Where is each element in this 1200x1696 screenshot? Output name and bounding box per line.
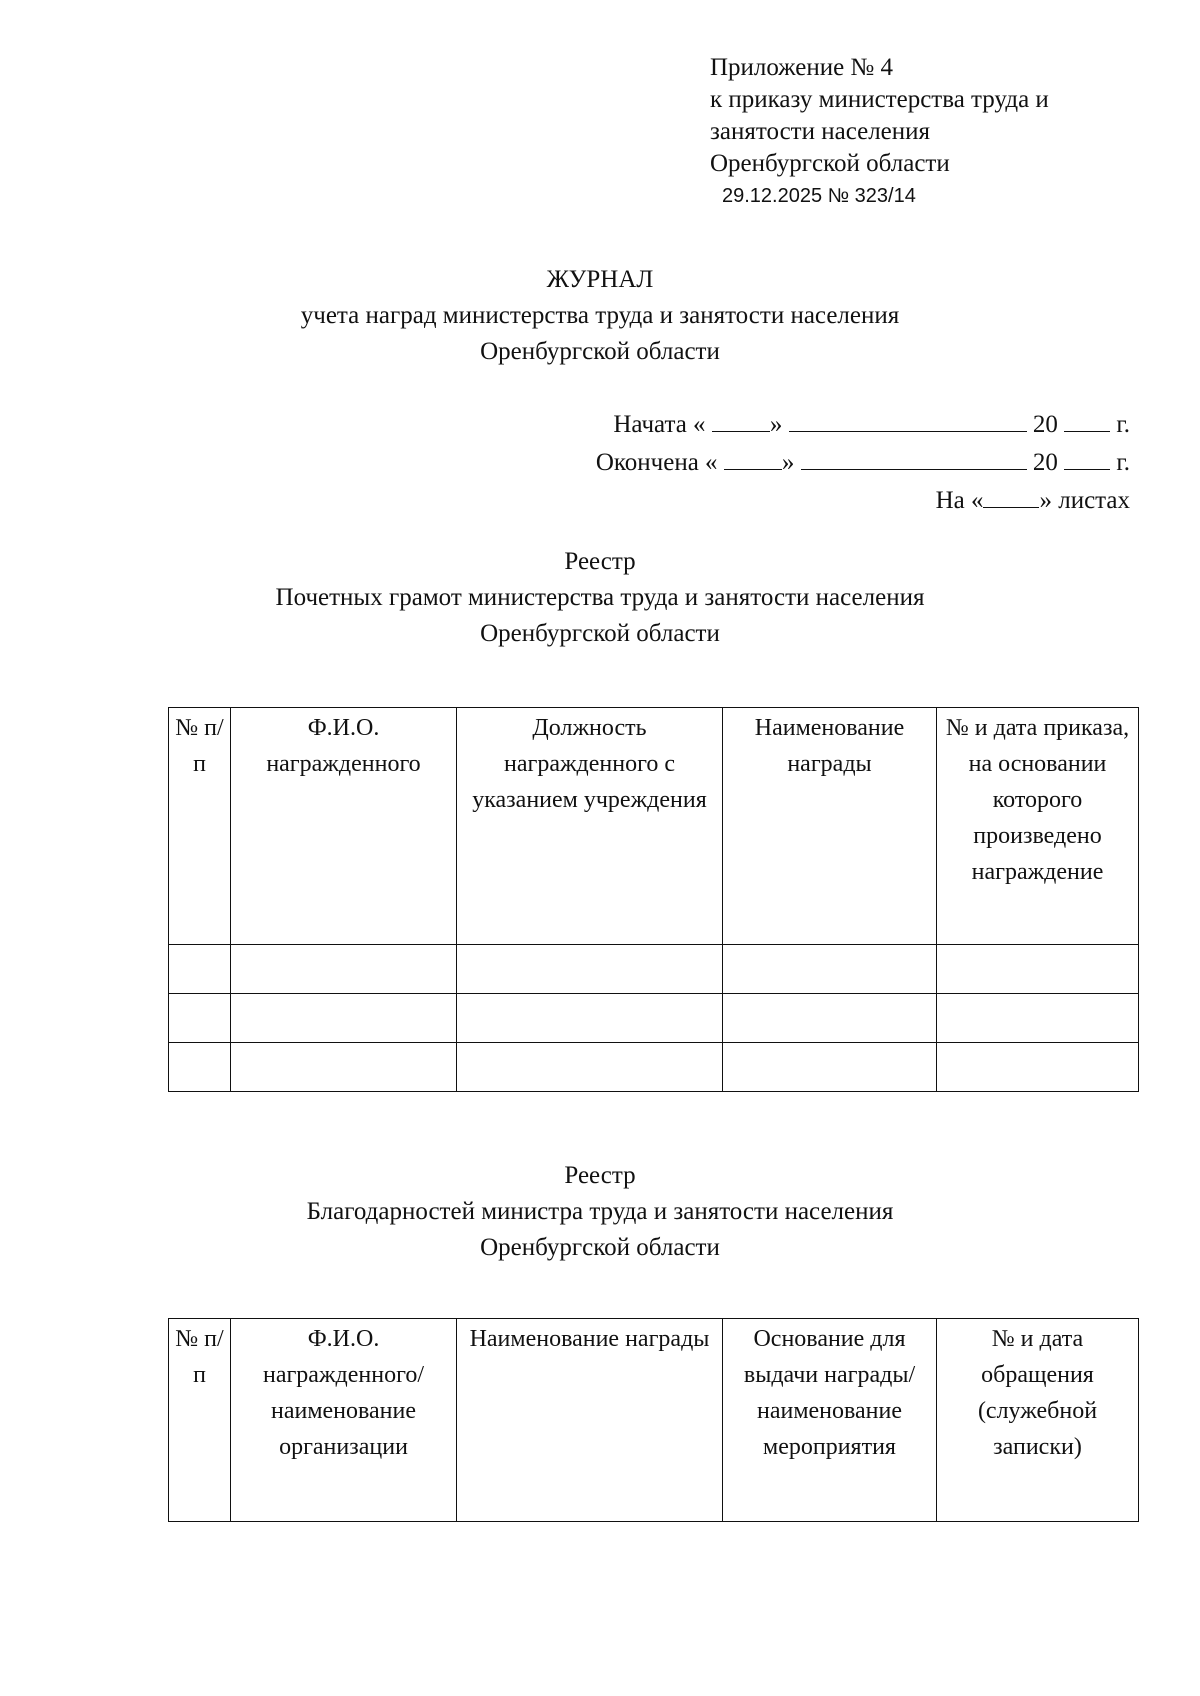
registry1-title: Реестр <box>564 548 636 575</box>
annex-region-line: Оренбургской области <box>710 150 950 177</box>
annex-header <box>710 52 1049 212</box>
header-number: № п/п <box>169 708 231 945</box>
registry1-table <box>168 707 1139 1092</box>
table-header-row <box>169 1319 1139 1522</box>
ended-year-prefix: 20 <box>1032 449 1058 476</box>
header-award-name: Наименование награды <box>457 1319 723 1522</box>
table-cell[interactable] <box>723 994 937 1043</box>
ended-month-blank <box>801 447 1027 470</box>
table-cell[interactable] <box>169 1043 231 1092</box>
registry1-title-block <box>0 544 1200 652</box>
journal-dates <box>596 406 1130 520</box>
ended-day-blank <box>724 447 782 470</box>
table-cell[interactable] <box>231 945 457 994</box>
sheets-line <box>596 482 1130 520</box>
sheets-suffix: » листах <box>1039 487 1130 514</box>
journal-region: Оренбургской области <box>480 338 720 365</box>
registry2-region: Оренбургской области <box>480 1234 720 1261</box>
ended-year-blank <box>1064 447 1110 470</box>
started-year-blank <box>1064 409 1110 432</box>
table-cell[interactable] <box>723 1043 937 1092</box>
registry1-region: Оренбургской области <box>480 620 720 647</box>
header-request-number-date: № и дата обращения (служебной записки) <box>937 1319 1139 1522</box>
sheets-prefix: На « <box>935 487 984 514</box>
ended-label: Окончена « <box>595 449 718 476</box>
registry1-subtitle: Почетных грамот министерства труда и занятости населения <box>275 584 925 611</box>
started-day-blank <box>712 409 770 432</box>
table-row <box>169 994 1139 1043</box>
ended-quote-close: » <box>781 449 795 476</box>
table-cell[interactable] <box>457 945 723 994</box>
table-cell[interactable] <box>169 945 231 994</box>
registry2-title: Реестр <box>564 1162 636 1189</box>
table-row <box>169 1043 1139 1092</box>
annex-number: Приложение № 4 <box>710 54 894 81</box>
journal-subtitle: учета наград министерства труда и занятости населения <box>300 302 900 329</box>
annex-order-line: к приказу министерства труда и <box>710 86 1049 113</box>
annex-order-date: 29.12.2025 № 323/14 <box>722 185 916 207</box>
started-label: Начата « <box>613 411 706 438</box>
annex-ministry-line: занятости населения <box>710 118 931 145</box>
header-award-name: Наименование награды <box>723 708 937 945</box>
registry2-title-block <box>0 1158 1200 1266</box>
table-header-row <box>169 708 1139 945</box>
journal-title-block <box>0 262 1200 370</box>
header-grounds-event: Основание для выдачи награды/ наименование мероприятия <box>723 1319 937 1522</box>
table-row <box>169 945 1139 994</box>
registry2-table <box>168 1318 1139 1522</box>
table-cell[interactable] <box>231 1043 457 1092</box>
started-quote-close: » <box>769 411 783 438</box>
table-cell[interactable] <box>457 1043 723 1092</box>
table-cell[interactable] <box>937 945 1139 994</box>
table-cell[interactable] <box>937 1043 1139 1092</box>
sheets-count-blank <box>983 485 1039 508</box>
header-position: Должность награжденного с указанием учреждения <box>457 708 723 945</box>
table-cell[interactable] <box>723 945 937 994</box>
started-line <box>596 406 1130 444</box>
ended-year-suffix: г. <box>1116 449 1130 476</box>
table-cell[interactable] <box>457 994 723 1043</box>
registry2-subtitle: Благодарностей министра труда и занятости населения <box>306 1198 894 1225</box>
header-number: № п/п <box>169 1319 231 1522</box>
header-order-number-date: № и дата приказа, на основании которого произведено награждение <box>937 708 1139 945</box>
table-cell[interactable] <box>231 994 457 1043</box>
journal-title: ЖУРНАЛ <box>546 266 654 293</box>
header-full-name: Ф.И.О. награжденного <box>231 708 457 945</box>
started-month-blank <box>789 409 1027 432</box>
table-cell[interactable] <box>169 994 231 1043</box>
ended-line <box>596 444 1130 482</box>
table-cell[interactable] <box>937 994 1139 1043</box>
started-year-suffix: г. <box>1116 411 1130 438</box>
started-year-prefix: 20 <box>1032 411 1058 438</box>
header-full-name-organization: Ф.И.О. награжденного/ наименование организации <box>231 1319 457 1522</box>
